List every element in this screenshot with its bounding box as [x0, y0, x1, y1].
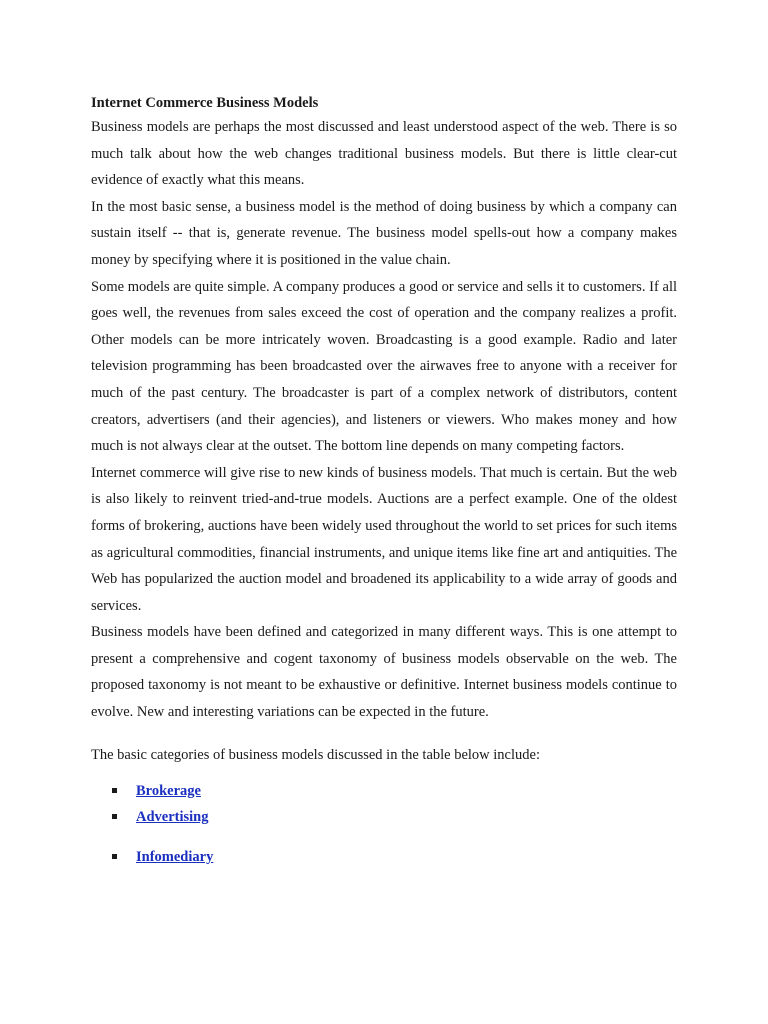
- paragraph-4: Internet commerce will give rise to new kinds of business models. That much is certain. But the web is also likely to reinvent tried-and-true models. Auctions are a perfect example. One of the oldest forms of brokering, auctions have been widely used throughout the world to set prices for such items as agricultural commodities, financial instruments, and unique items like fine art and antiquities. The Web has popularized the auction model and broadened its applicability to a wide array of goods and services.: [91, 464, 677, 614]
- document-page: [91, 93, 677, 870]
- brokerage-link[interactable]: Brokerage: [136, 782, 201, 799]
- square-bullet-icon: [112, 788, 117, 793]
- paragraph-2: In the most basic sense, a business model is the method of doing business by which a company can sustain itself -- that is, generate revenue. The business model spells-out how a company makes money by specifying where it is positioned in the value chain.: [91, 198, 677, 268]
- paragraph-1: Business models are perhaps the most discussed and least understood aspect of the web. There is so much talk about how the web changes traditional business models. But there is little clear-cut evidence of exactly what this means.: [91, 119, 677, 189]
- list-intro: The basic categories of business models discussed in the table below include:: [91, 746, 540, 763]
- category-list: [91, 778, 677, 870]
- paragraph-5: Business models have been defined and categorized in many different ways. This is one attempt to present a comprehensive and cogent taxonomy of business models observable on the web. The proposed taxonomy is not meant to be exhaustive or definitive. Internet business models continue to evolve. New and interesting variations can be expected in the future.: [91, 624, 677, 721]
- paragraph-3: Some models are quite simple. A company produces a good or service and sells it to customers. If all goes well, the revenues from sales exceed the cost of operation and the company realizes a profit. Other models can be more intricately woven. Broadcasting is a good example. Radio and later television programming has been broadcasted over the airwaves free to anyone with a receiver for much of the past century. The broadcaster is part of a complex network of distributors, content creators, advertisers (and their agencies), and listeners or viewers. Who makes money and how much is not always clear at the outset. The bottom line depends on many competing factors.: [91, 278, 677, 455]
- infomediary-link[interactable]: Infomediary: [136, 848, 214, 865]
- document-title: Internet Commerce Business Models: [91, 95, 319, 111]
- list-item: [91, 778, 677, 804]
- advertising-link[interactable]: Advertising: [136, 808, 209, 825]
- square-bullet-icon: [112, 854, 117, 859]
- list-item: [91, 844, 677, 870]
- square-bullet-icon: [112, 814, 117, 819]
- list-item: [91, 804, 677, 830]
